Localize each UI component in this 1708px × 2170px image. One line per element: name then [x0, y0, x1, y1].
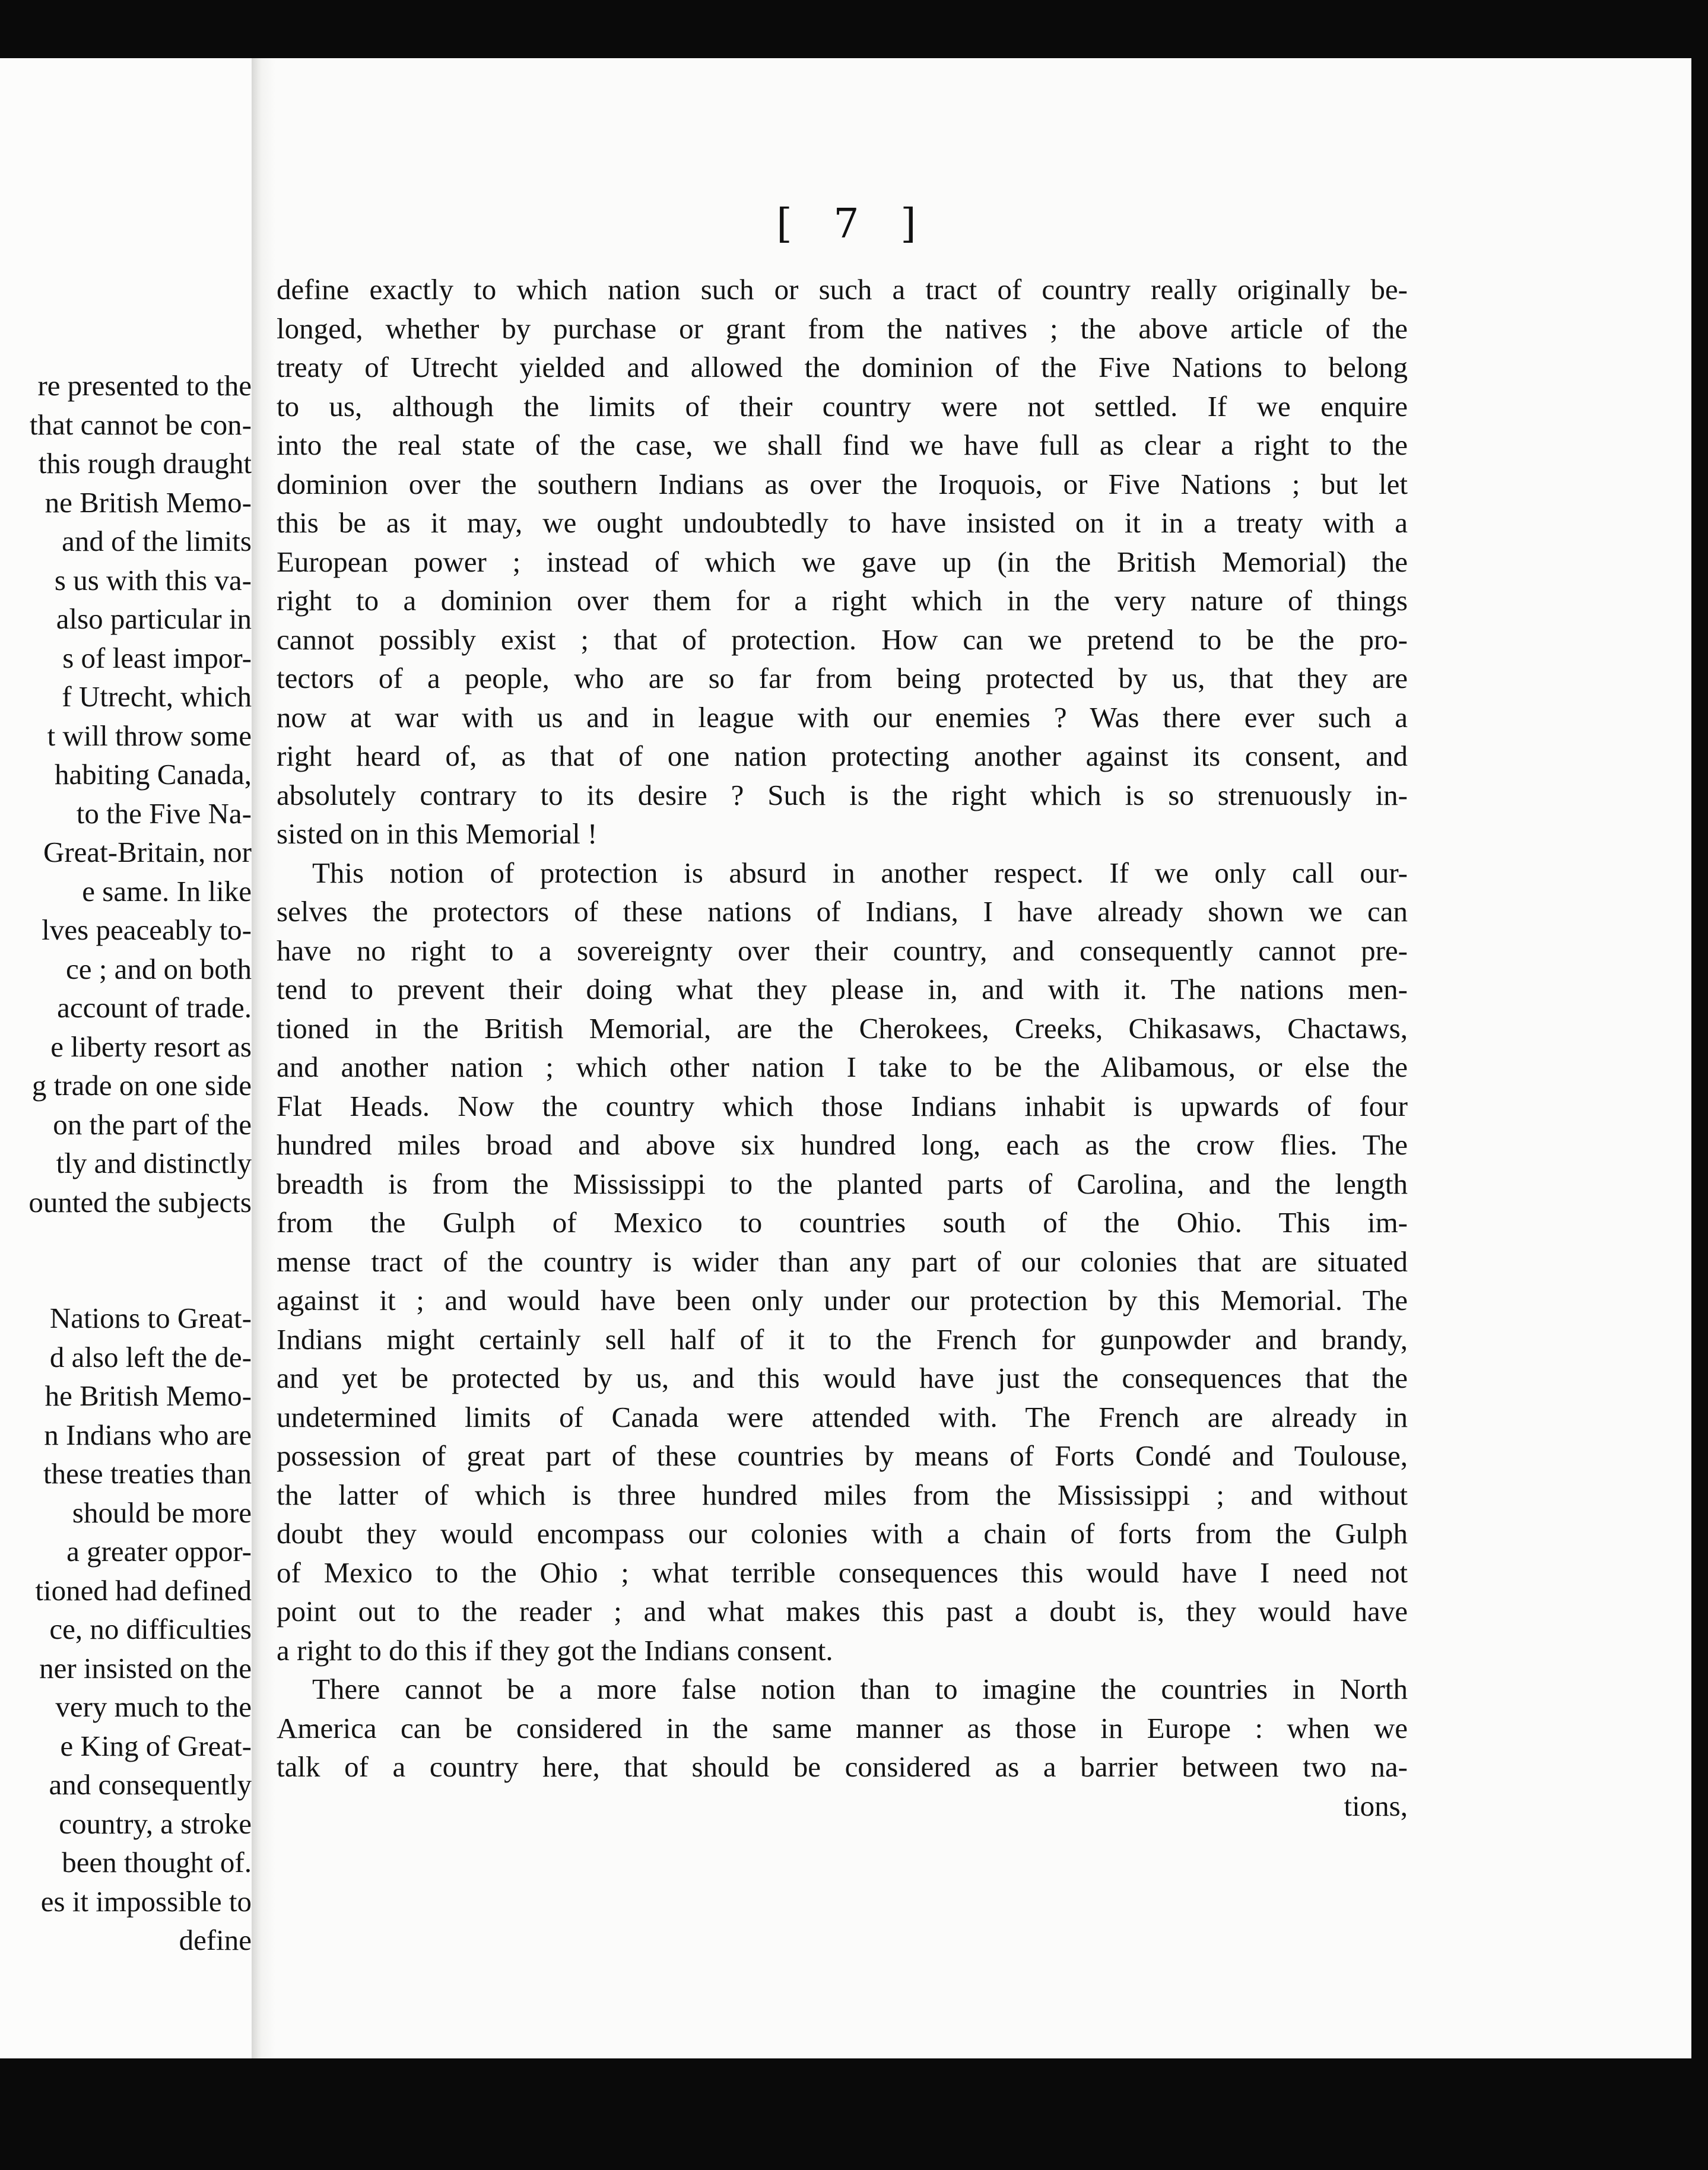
text-line: cannot possibly exist ; that of protection. How can we pretend to be the pro-: [277, 623, 1408, 656]
left-text-line: very much to the: [55, 1690, 252, 1723]
page-number: [ 7 ]: [776, 201, 931, 248]
left-text-line: g trade on one side: [31, 1069, 252, 1102]
text-line: Indians might certainly sell half of it to the French for gunpowder and brandy,: [277, 1322, 1408, 1356]
text-line: of Mexico to the Ohio ; what terrible consequences this would have I need not: [277, 1556, 1408, 1589]
text-line: this be as it may, we ought undoubtedly to have insisted on it in a treaty with a: [277, 506, 1408, 539]
left-text-line: lves peaceably to-: [42, 913, 252, 946]
text-line: talk of a country here, that should be considered as a barrier between two na-: [277, 1750, 1408, 1783]
left-text-line: tioned had defined: [35, 1573, 252, 1607]
left-text-line: f Utrecht, which: [62, 680, 252, 713]
left-text-line: that cannot be con-: [29, 408, 252, 441]
left-text-line: been thought of.: [62, 1846, 252, 1879]
text-line: undetermined limits of Canada were attended with. The French are already in: [277, 1400, 1408, 1433]
text-line: tions,: [1344, 1789, 1408, 1822]
text-line: into the real state of the case, we shall find we have full as clear a right to the: [277, 429, 1408, 461]
left-text-line: account of trade.: [57, 991, 252, 1024]
left-text-line: t will throw some: [47, 719, 252, 752]
left-column-block-2: [0, 1299, 252, 1960]
left-text-line: he British Memo-: [45, 1379, 252, 1412]
text-line: right to a dominion over them for a right which in the very nature of things: [277, 584, 1408, 617]
page-gutter: [252, 58, 275, 2058]
text-line: selves the protectors of these nations of Indians, I have already shown we can: [277, 895, 1408, 928]
text-line: and another nation ; which other nation I take to be the Alibamous, or else the: [277, 1051, 1408, 1083]
text-line: European power ; instead of which we gave up (in the British Memorial) the: [277, 545, 1408, 578]
text-line: the latter of which is three hundred miles from the Mississippi ; and without: [277, 1478, 1408, 1511]
text-line: and yet be protected by us, and this would have just the consequences that the: [277, 1362, 1408, 1394]
left-text-line: define: [179, 1924, 252, 1956]
left-text-line: these treaties than: [43, 1457, 252, 1490]
left-text-line: ounted the subjects: [28, 1185, 252, 1219]
text-line: sisted on in this Memorial !: [277, 817, 598, 850]
left-column-block-1: [0, 366, 252, 1222]
left-page: [0, 58, 261, 2058]
left-text-line: re presented to the: [37, 369, 252, 402]
left-text-line: ner insisted on the: [39, 1651, 252, 1684]
text-line: breadth is from the Mississippi to the planted parts of Carolina, and the length: [277, 1167, 1408, 1200]
left-text-line: on the part of the: [53, 1108, 252, 1141]
left-text-line: d also left the de-: [49, 1340, 252, 1373]
left-page-text: [0, 366, 252, 1960]
text-line: Flat Heads. Now the country which those Indians inhabit is upwards of four: [277, 1089, 1408, 1122]
left-text-line: and consequently: [49, 1768, 252, 1801]
left-text-line: s of least impor-: [62, 641, 252, 674]
left-text-line: a greater oppor-: [66, 1535, 252, 1568]
text-line: tioned in the British Memorial, are the Cherokees, Creeks, Chikasaws, Chactaws,: [277, 1011, 1408, 1045]
text-line: have no right to a sovereignty over their country, and consequently cannot pre-: [277, 934, 1408, 967]
text-line: absolutely contrary to its desire ? Such is the right which is so strenuously in-: [277, 778, 1408, 811]
text-line: possession of great part of these countries by means of Forts Condé and Toulouse,: [277, 1439, 1408, 1472]
left-text-line: Nations to Great-: [49, 1302, 252, 1334]
left-text-line: country, a stroke: [59, 1807, 252, 1840]
left-text-line: ce, no difficulties: [49, 1613, 252, 1645]
text-line: point out to the reader ; and what makes this past a doubt is, they would have: [277, 1595, 1408, 1628]
left-text-line: tly and distinctly: [56, 1147, 252, 1179]
text-line: to us, although the limits of their country were not settled. If we enquire: [277, 389, 1408, 423]
left-text-line: this rough draught: [38, 447, 252, 480]
main-body-text: [277, 270, 1408, 1825]
left-text-line: should be more: [72, 1496, 252, 1529]
text-line: now at war with us and in league with our enemies ? Was there ever such a: [277, 700, 1408, 734]
text-line: This notion of protection is absurd in another respect. If we only call our-: [312, 856, 1408, 889]
left-text-line: es it impossible to: [40, 1885, 252, 1918]
text-line: hundred miles broad and above six hundred long, each as the crow flies. The: [277, 1128, 1408, 1161]
left-text-line: and of the limits: [62, 525, 252, 557]
text-line: right heard of, as that of one nation protecting another against its consent, and: [277, 740, 1408, 772]
left-text-line: s us with this va-: [54, 563, 252, 597]
text-line: tend to prevent their doing what they please in, and with it. The nations men-: [277, 973, 1408, 1005]
text-line: against it ; and would have been only under our protection by this Memorial. The: [277, 1284, 1408, 1316]
text-line: There cannot be a more false notion than to imagine the countries in North: [312, 1673, 1408, 1705]
text-line: mense tract of the country is wider than any part of our colonies that are situated: [277, 1245, 1408, 1278]
left-text-line: e liberty resort as: [50, 1030, 252, 1063]
text-line: longed, whether by purchase or grant from the natives ; the above article of the: [277, 312, 1408, 345]
text-line: America can be considered in the same manner as those in Europe : when we: [277, 1711, 1408, 1744]
text-line: treaty of Utrecht yielded and allowed the dominion of the Five Nations to belong: [277, 351, 1408, 383]
text-line: tectors of a people, who are so far from being protected by us, that they are: [277, 662, 1408, 694]
left-text-line: n Indians who are: [44, 1418, 252, 1451]
left-text-line: ce ; and on both: [66, 952, 252, 985]
left-text-line: also particular in: [56, 602, 252, 635]
left-text-line: habiting Canada,: [54, 758, 252, 791]
paragraph-gap: [0, 1222, 252, 1299]
text-line: from the Gulph of Mexico to countries south of the Ohio. This im-: [277, 1206, 1408, 1239]
left-text-line: e King of Great-: [60, 1729, 252, 1762]
text-line: doubt they would encompass our colonies with a chain of forts from the Gulph: [277, 1517, 1408, 1550]
left-text-line: to the Five Na-: [76, 797, 252, 830]
text-line: dominion over the southern Indians as over the Iroquois, or Five Nations ; but let: [277, 467, 1408, 500]
left-text-line: ne British Memo-: [45, 486, 252, 519]
text-line: a right to do this if they got the Indians consent.: [277, 1633, 833, 1667]
left-text-line: Great-Britain, nor: [43, 836, 252, 868]
text-line: define exactly to which nation such or such a tract of country really originally be-: [277, 273, 1408, 306]
left-text-line: e same. In like: [82, 874, 252, 908]
